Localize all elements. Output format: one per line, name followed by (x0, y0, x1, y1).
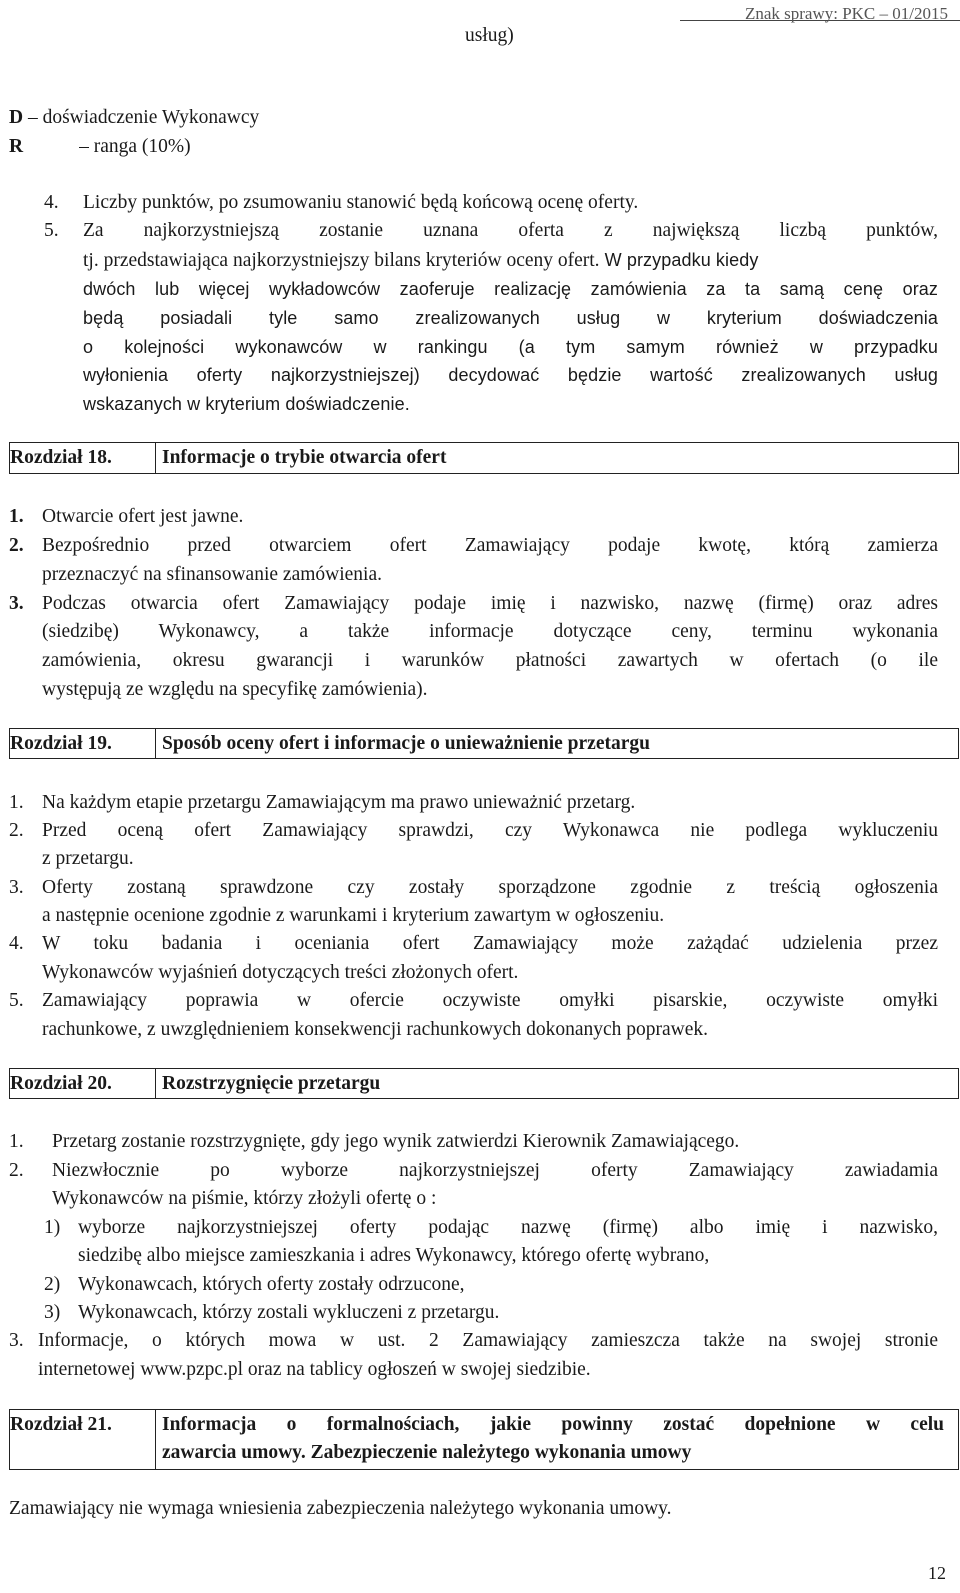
chapter-label: Rozdział 21. (10, 1414, 112, 1435)
item-text: internetowej www.pzpc.pl oraz na tablicy ogłoszeń w swojej siedzibie. (38, 1359, 591, 1380)
chapter-title-line: zawarcia umowy. Zabezpieczenie należytego wykonania umowy (162, 1442, 692, 1463)
closing-statement: Zamawiający nie wymaga wniesienia zabezpieczenia należytego wykonania umowy. (9, 1498, 672, 1519)
subitem-text: Wykonawcach, którzy zostali wykluczeni z przetargu. (78, 1302, 500, 1323)
item-text: przeznaczyć na sfinansowanie zamówienia. (42, 564, 382, 585)
chapter-title: Informacje o trybie otwarcia ofert (162, 447, 447, 468)
item-text: Przed oceną ofert Zamawiający sprawdzi, czy Wykonawca nie podlega wykluczeniu (42, 820, 938, 841)
item-text: a następnie ocenione zgodnie z warunkami i kryterium zawartym w ogłoszeniu. (42, 905, 665, 926)
chapter-title-line: Informacja o formalnościach, jakie powinny zostać dopełnione w celu (162, 1414, 944, 1435)
point-text: wskazanych w kryterium doświadczenie. (83, 394, 410, 414)
point-number: 4. (44, 192, 59, 213)
chapter-label-cell (10, 443, 156, 473)
item-number: 5. (9, 990, 24, 1011)
case-number: Znak sprawy: PKC – 01/2015 (744, 4, 948, 23)
item-number: 1. (9, 506, 24, 527)
chapter-label-cell (10, 729, 156, 758)
legend-d (9, 104, 259, 133)
chapter-20-header (9, 1068, 959, 1099)
chapter-label: Rozdział 19. (10, 733, 112, 754)
chapter-title: Sposób oceny ofert i informacje o unieważnienie przetargu (162, 733, 650, 754)
chapter-19-header (9, 728, 959, 759)
point-text: będą posiadali tyle samo zrealizowanych usług w kryterium doświadczenia (83, 308, 938, 328)
item-text: Podczas otwarcia ofert Zamawiający podaje imię i nazwisko, nazwę (firmę) oraz adres (42, 593, 938, 614)
item-text: Na każdym etapie przetargu Zamawiającym ma prawo unieważnić przetarg. (42, 792, 636, 813)
chapter-21-header (9, 1409, 959, 1470)
item-number: 3. (9, 1330, 24, 1351)
subitem-number: 1) (44, 1217, 61, 1238)
item-number: 4. (9, 933, 24, 954)
point-text-part: tj. przedstawiająca najkorzystniejszy bilans kryteriów oceny ofert. (83, 250, 600, 271)
item-text: Bezpośrednio przed otwarciem ofert Zamawiający podaje kwotę, którą zamierza (42, 535, 938, 556)
point-text: wyłonienia oferty najkorzystniejszej) decydować będzie wartość zrealizowanych usług (83, 365, 938, 385)
item-text: Informacje, o których mowa w ust. 2 Zamawiający zamieszcza także na swojej stronie (38, 1330, 938, 1351)
subitem-text: wyborze najkorzystniejszej oferty podając nazwę (firmę) albo imię i nazwisko, (78, 1217, 938, 1238)
legend-r-letter: R (9, 136, 24, 157)
subitem-text: siedzibę albo miejsce zamieszkania i adres Wykonawcy, którego ofertę wybrano, (78, 1245, 710, 1266)
point-text: Liczby punktów, po zsumowaniu stanowić będą końcową ocenę oferty. (83, 192, 639, 213)
item-text: Otwarcie ofert jest jawne. (42, 506, 244, 527)
chapter-18-header (9, 442, 959, 474)
point-text: Za najkorzystniejszą zostanie uznana oferta z największą liczbą punktów, (83, 220, 938, 241)
item-number: 3. (9, 877, 24, 898)
legend-r-text: – ranga (10%) (79, 136, 191, 157)
subitem-number: 3) (44, 1302, 61, 1323)
item-text: Wykonawców na piśmie, którzy złożyli ofertę o : (52, 1188, 437, 1209)
item-text: Niezwłocznie po wyborze najkorzystniejszej oferty Zamawiający zawiadamia (52, 1160, 938, 1181)
item-number: 2. (9, 1160, 24, 1181)
item-text: rachunkowe, z uwzględnieniem konsekwencji rachunkowych dokonanych poprawek. (42, 1019, 709, 1040)
chapter-label-cell (10, 1410, 156, 1469)
point-number: 5. (44, 220, 59, 241)
point-text-part: W przypadku kiedy (599, 250, 759, 270)
item-text: (siedzibę) Wykonawcy, a także informacje dotyczące ceny, terminu wykonania (42, 621, 938, 642)
point-text: o kolejności wykonawców w rankingu (a tym samym również w przypadku (83, 337, 938, 357)
subitem-number: 2) (44, 1274, 61, 1295)
page-number: 12 (928, 1563, 946, 1583)
item-number: 3. (9, 593, 24, 614)
item-number: 2. (9, 535, 24, 556)
item-text: występują ze względu na specyfikę zamówienia). (42, 679, 428, 700)
chapter-label: Rozdział 20. (10, 1073, 112, 1094)
chapter-label-cell (10, 1069, 156, 1098)
chapter-title: Rozstrzygnięcie przetargu (162, 1073, 381, 1094)
point-text: dwóch lub więcej wykładowców zaoferuje realizację zamówienia za ta samą cenę oraz (83, 279, 938, 299)
item-text: Zamawiający poprawia w ofercie oczywiste omyłki pisarskie, oczywiste omyłki (42, 990, 938, 1011)
legend-r (9, 133, 191, 162)
legend-d-letter: D (9, 107, 24, 128)
item-text: Oferty zostaną sprawdzone czy zostały sporządzone zgodnie z treścią ogłoszenia (42, 877, 938, 898)
continued-text: usług) (465, 25, 514, 46)
item-text: Przetarg zostanie rozstrzygnięte, gdy jego wynik zatwierdzi Kierownik Zamawiającego. (52, 1131, 740, 1152)
item-number: 1. (9, 1131, 24, 1152)
legend-d-text: – doświadczenie Wykonawcy (23, 107, 260, 128)
subitem-text: Wykonawcach, których oferty zostały odrzucone, (78, 1274, 465, 1295)
point-text (83, 246, 758, 276)
item-text: W toku badania i oceniania ofert Zamawiający może zażądać udzielenia przez (42, 933, 938, 954)
item-number: 1. (9, 792, 24, 813)
item-text: z przetargu. (42, 848, 134, 869)
item-text: zamówienia, okresu gwarancji i warunków płatności zawartych w ofertach (o ile (42, 650, 938, 671)
item-number: 2. (9, 820, 24, 841)
item-text: Wykonawców wyjaśnień dotyczących treści złożonych ofert. (42, 962, 519, 983)
chapter-label: Rozdział 18. (10, 447, 112, 468)
